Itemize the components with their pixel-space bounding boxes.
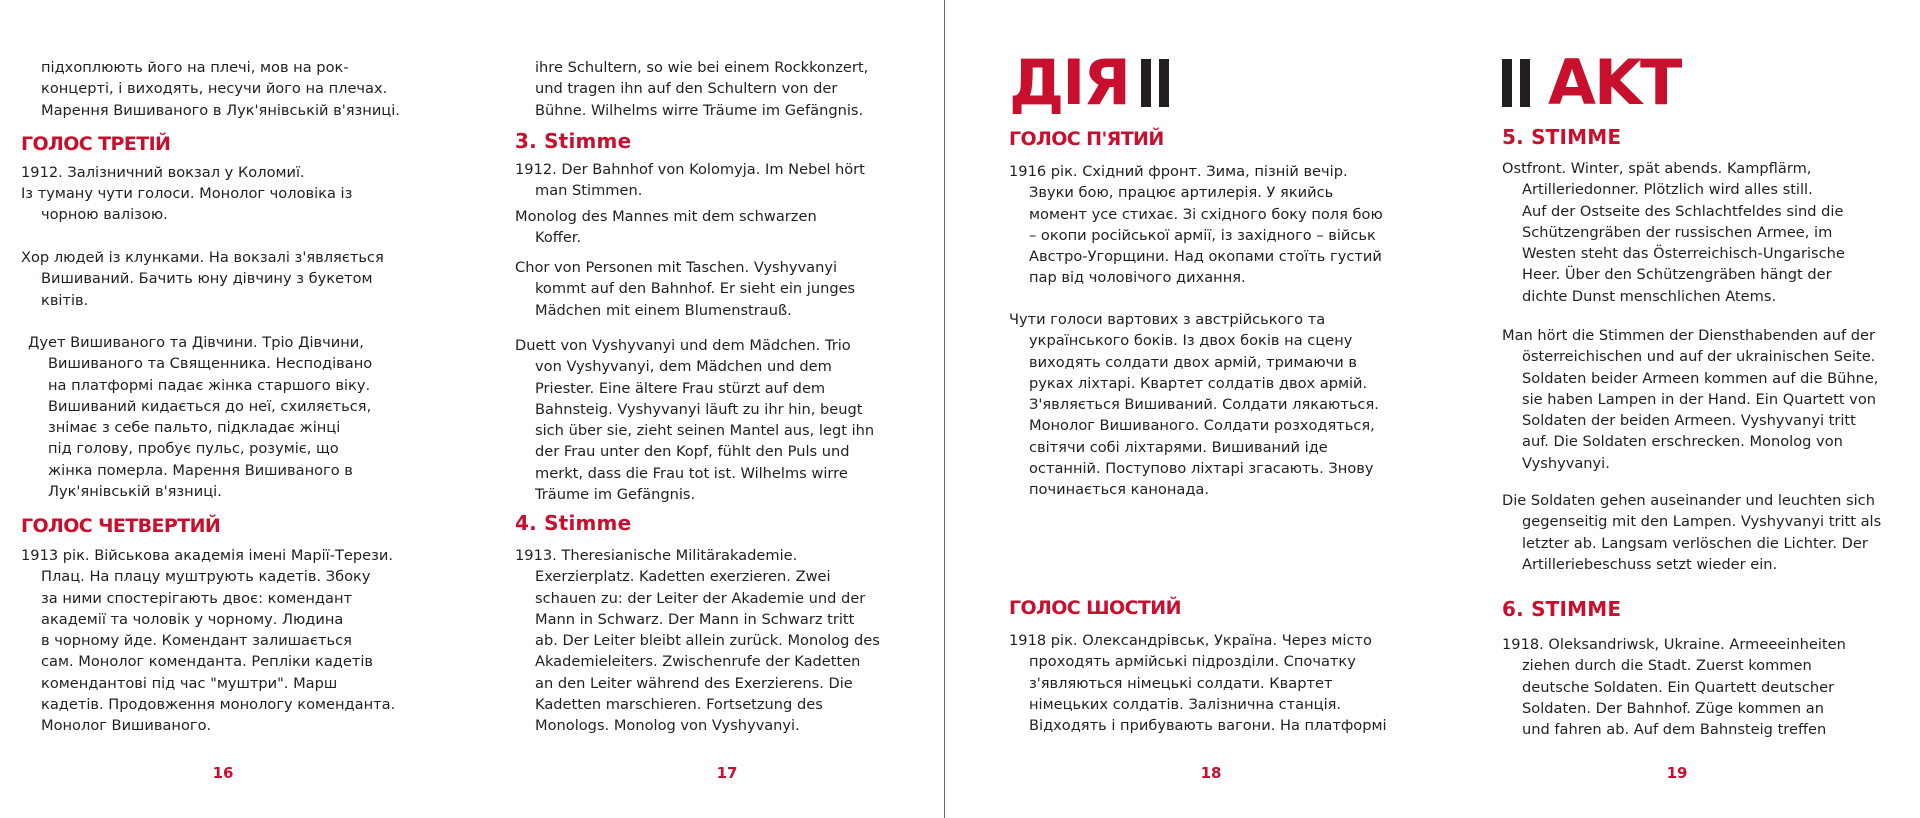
section-heading-voice-4 xyxy=(21,515,406,537)
text-line: сам. Монолог коменданта. Репліки кадетів xyxy=(41,653,374,671)
paragraph xyxy=(1009,309,1394,501)
text-line: schauen zu: der Leiter der Akademie und der xyxy=(535,589,866,607)
text-line: Vyshyvanyi. xyxy=(1522,454,1610,472)
paragraph xyxy=(1502,325,1887,474)
text-line: Soldaten beider Armeen kommen auf die Bühne, xyxy=(1522,369,1879,387)
roman-bar xyxy=(1520,59,1530,107)
page-number: 17 xyxy=(716,764,738,782)
text-line: момент усе стихає. Зі східного боку поля бою xyxy=(1029,205,1383,223)
page-number: 18 xyxy=(1200,764,1222,782)
text-line: Звуки бою, працює артилерія. У якийсь xyxy=(1029,184,1334,202)
page-19 xyxy=(1502,0,1887,818)
text-line: Auf der Ostseite des Schlachtfeldes sind die xyxy=(1522,202,1844,220)
paragraph xyxy=(1502,158,1887,307)
section-heading-voice-6 xyxy=(1009,597,1394,619)
text-line: пар від чоловічого дихання. xyxy=(1029,269,1246,287)
text-line: починається канонада. xyxy=(1029,481,1209,499)
text-line: під голову, пробує пульс, розуміє, що xyxy=(48,440,339,458)
text-line: von Vyshyvanyi, dem Mädchen und dem xyxy=(535,358,832,376)
text-line: Artilleriedonner. Plötzlich wird alles still. xyxy=(1522,181,1813,199)
heading-text: ГОЛОС П'ЯТИЙ xyxy=(1009,128,1164,150)
heading-text: ГОЛОС ШОСТИЙ xyxy=(1009,597,1181,619)
heading-text: 6. STIMME xyxy=(1502,597,1622,621)
text-line: ihre Schultern, so wie bei einem Rockkonzert, xyxy=(535,59,869,76)
act-title-word: ДІЯ xyxy=(1009,46,1130,119)
page-number: 19 xyxy=(1666,764,1688,782)
text-line: an den Leiter während des Exerzierens. Die xyxy=(535,674,853,692)
text-line: sich über sie, zieht seinen Mantel aus, legt ihn xyxy=(535,422,875,440)
text-line: з'являються німецькі солдати. Квартет xyxy=(1029,674,1333,692)
text-line: Schützengräben der russischen Armee, im xyxy=(1522,223,1833,241)
text-line: З'являється Вишиваний. Солдати лякаються. xyxy=(1029,396,1379,414)
intro-paragraph xyxy=(21,57,426,121)
roman-bar xyxy=(1502,59,1512,107)
text-line: Westen steht das Österreichisch-Ungarische xyxy=(1522,245,1845,263)
text-line: man Stimmen. xyxy=(535,182,643,200)
paragraph xyxy=(21,545,406,737)
text-line: Із туману чути голоси. Монолог чоловіка із xyxy=(21,185,353,202)
text-line: Duett von Vyshyvanyi und dem Mädchen. Trio xyxy=(515,337,851,354)
text-line: Monologs. Monolog von Vyshyvanyi. xyxy=(535,717,800,735)
text-line: Chor von Personen mit Taschen. Vyshyvanyi xyxy=(515,259,838,276)
act-title-word: AKT xyxy=(1548,46,1681,119)
roman-numeral-two xyxy=(1502,59,1530,107)
section-heading-stimme-5 xyxy=(1502,126,1887,148)
heading-text: 4. Stimme xyxy=(515,511,632,535)
text-line: Akademieleiters. Zwischenrufe der Kadetten xyxy=(535,653,861,671)
text-line: руках ліхтарі. Квартет солдатів двох армій. xyxy=(1029,374,1368,392)
text-line: Марення Вишиваного в Лук'янівській в'язниці. xyxy=(41,101,400,119)
text-line: der Frau unter den Kopf, fühlt den Puls und xyxy=(535,443,850,461)
text-line: Artilleriebeschuss setzt wieder ein. xyxy=(1522,555,1778,573)
text-line: Exerzierplatz. Kadetten exerzieren. Zwei xyxy=(535,568,831,586)
text-line: 1913. Theresianische Militärakademie. xyxy=(515,547,798,564)
paragraph xyxy=(515,257,900,321)
text-line: Bühne. Wilhelms wirre Träume im Gefängnis. xyxy=(535,101,864,119)
page-17 xyxy=(515,0,900,818)
paragraph xyxy=(515,545,900,737)
text-line: Дует Вишиваного та Дівчини. Тріо Дівчини, xyxy=(28,334,364,351)
page-number: 16 xyxy=(212,764,234,782)
roman-bar xyxy=(1159,59,1169,107)
text-line: за ними спостерігають двоє: комендант xyxy=(41,589,352,607)
text-line: підхоплюють його на плечі, мов на рок- xyxy=(41,59,349,76)
text-line: Чути голоси вартових з австрійського та xyxy=(1009,311,1326,328)
text-line: Priester. Eine ältere Frau stürzt auf dem xyxy=(535,379,826,397)
paragraph xyxy=(21,247,406,311)
text-line: Monolog des Mannes mit dem schwarzen xyxy=(515,208,817,225)
text-line: deutsche Soldaten. Ein Quartett deutscher xyxy=(1522,678,1835,696)
text-line: Die Soldaten gehen auseinander und leuchten sich xyxy=(1502,492,1875,509)
text-line: концерті, і виходять, несучи його на плечах. xyxy=(41,80,388,98)
text-line: німецьких солдатів. Залізнична станція. xyxy=(1029,695,1342,713)
text-line: українського боків. Із двох боків на сцену xyxy=(1029,332,1353,350)
section-heading-voice-3 xyxy=(21,133,406,155)
paragraph xyxy=(21,162,406,183)
text-line: знімає з себе пальто, підкладає жінці xyxy=(48,419,341,437)
text-line: виходять солдати двох армій, тримаючи в xyxy=(1029,353,1357,371)
text-line: жінка померла. Марення Вишиваного в xyxy=(48,461,353,479)
text-line: Лук'янівській в'язниці. xyxy=(48,483,222,501)
text-line: Bahnsteig. Vyshyvanyi läuft zu ihr hin, beugt xyxy=(535,400,863,418)
text-line: Монолог Вишиваного. xyxy=(41,717,212,735)
text-line: ab. Der Leiter bleibt allein zurück. Monolog des xyxy=(535,632,880,650)
text-line: 1916 рік. Східний фронт. Зима, пізній вечір. xyxy=(1009,163,1348,180)
heading-text: ГОЛОС ТРЕТІЙ xyxy=(21,133,171,155)
page-18 xyxy=(1009,0,1394,818)
text-line: Відходять і прибувають вагони. На платформі xyxy=(1029,717,1387,735)
paragraph xyxy=(515,159,900,202)
text-line: 1912. Залізничний вокзал у Коломиї. xyxy=(21,164,305,181)
text-line: ziehen durch die Stadt. Zuerst kommen xyxy=(1522,657,1812,675)
paragraph xyxy=(515,206,900,249)
text-line: 1918 рік. Олександрівськ, Україна. Через місто xyxy=(1009,632,1372,649)
text-line: merkt, dass die Frau tot ist. Wilhelms wirre xyxy=(535,464,848,482)
text-line: Mann in Schwarz. Der Mann in Schwarz tritt xyxy=(535,610,855,628)
text-line: und tragen ihn auf den Schultern von der xyxy=(535,80,838,98)
section-heading-stimme-4 xyxy=(515,512,900,534)
heading-text: 5. STIMME xyxy=(1502,125,1622,149)
text-line: Mädchen mit einem Blumenstrauß. xyxy=(535,301,792,319)
text-line: Soldaten der beiden Armeen. Vyshyvanyi tritt xyxy=(1522,412,1856,430)
paragraph xyxy=(1502,490,1887,575)
text-line: dichte Dunst menschlichen Atems. xyxy=(1522,287,1777,305)
text-line: Плац. На плацу муштрують кадетів. Збоку xyxy=(41,568,371,586)
act-title-de xyxy=(1502,46,1681,119)
text-line: академії та чоловік у чорному. Людина xyxy=(41,610,344,628)
text-line: letzter ab. Langsam verlöschen die Lichter. Der xyxy=(1522,534,1868,552)
text-line: Монолог Вишиваного. Солдати розходяться, xyxy=(1029,417,1375,435)
text-line: und fahren ab. Auf dem Bahnsteig treffen xyxy=(1522,721,1827,739)
intro-paragraph xyxy=(515,57,920,121)
text-line: Träume im Gefängnis. xyxy=(535,486,696,504)
text-line: auf. Die Soldaten erschrecken. Monolog von xyxy=(1522,433,1843,451)
text-line: Вишиваний. Бачить юну дівчину з букетом xyxy=(41,270,373,288)
text-line: комендантові під час "муштри". Марш xyxy=(41,674,338,692)
text-line: проходять армійські підрозділи. Спочатку xyxy=(1029,653,1356,671)
paragraph xyxy=(1009,630,1394,736)
text-line: österreichischen und auf der ukrainischen Seite. xyxy=(1522,348,1876,366)
roman-numeral-two xyxy=(1141,59,1169,107)
text-line: 1918. Oleksandriwsk, Ukraine. Armeeeinheiten xyxy=(1502,636,1846,653)
act-title-uk xyxy=(1009,46,1169,119)
heading-text: ГОЛОС ЧЕТВЕРТИЙ xyxy=(21,515,221,537)
paragraph xyxy=(515,335,900,505)
text-line: Heer. Über den Schützengräben hängt der xyxy=(1522,266,1832,284)
text-line: kommt auf den Bahnhof. Er sieht ein junges xyxy=(535,280,856,298)
text-line: чорною валізою. xyxy=(41,206,168,224)
text-line: Вишиваного та Священника. Несподівано xyxy=(48,355,373,373)
paragraph xyxy=(21,332,413,502)
text-line: Kadetten marschieren. Fortsetzung des xyxy=(535,696,823,714)
section-heading-stimme-6 xyxy=(1502,598,1887,620)
text-line: в чорному йде. Комендант залишається xyxy=(41,632,352,650)
paragraph xyxy=(1502,634,1887,740)
text-line: Хор людей із клунками. На вокзалі з'являється xyxy=(21,249,384,266)
heading-text: 3. Stimme xyxy=(515,129,632,153)
text-line: Вишиваний кидається до неї, схиляється, xyxy=(48,397,372,415)
text-line: sie haben Lampen in der Hand. Ein Quartett von xyxy=(1522,390,1876,408)
section-heading-voice-5 xyxy=(1009,128,1394,150)
text-line: світячи собі ліхтарями. Вишиваний іде xyxy=(1029,438,1328,456)
page-16 xyxy=(21,0,406,818)
text-line: квітів. xyxy=(41,291,89,309)
text-line: кадетів. Продовження монологу коменданта. xyxy=(41,696,396,714)
text-line: Ostfront. Winter, spät abends. Kampflärm, xyxy=(1502,160,1812,177)
section-heading-stimme-3 xyxy=(515,130,900,152)
paragraph xyxy=(21,183,406,226)
spread-divider xyxy=(944,0,945,818)
roman-bar xyxy=(1141,59,1151,107)
text-line: gegenseitig mit den Lampen. Vyshyvanyi tritt als xyxy=(1522,513,1882,531)
text-line: Man hört die Stimmen der Diensthabenden auf der xyxy=(1502,327,1875,344)
text-line: 1913 рік. Військова академія імені Марії-Терези. xyxy=(21,547,394,564)
text-line: Австро-Угорщини. Над окопами стоїть густий xyxy=(1029,248,1382,266)
text-line: Koffer. xyxy=(535,229,582,247)
text-line: на платформі падає жінка старшого віку. xyxy=(48,376,371,394)
text-line: – окопи російської армії, із західного – військ xyxy=(1029,226,1376,244)
text-line: останній. Поступово ліхтарі згасають. Знову xyxy=(1029,460,1374,478)
paragraph xyxy=(1009,161,1394,289)
text-line: 1912. Der Bahnhof von Kolomyja. Im Nebel hört xyxy=(515,161,865,178)
text-line: Soldaten. Der Bahnhof. Züge kommen an xyxy=(1522,699,1825,717)
